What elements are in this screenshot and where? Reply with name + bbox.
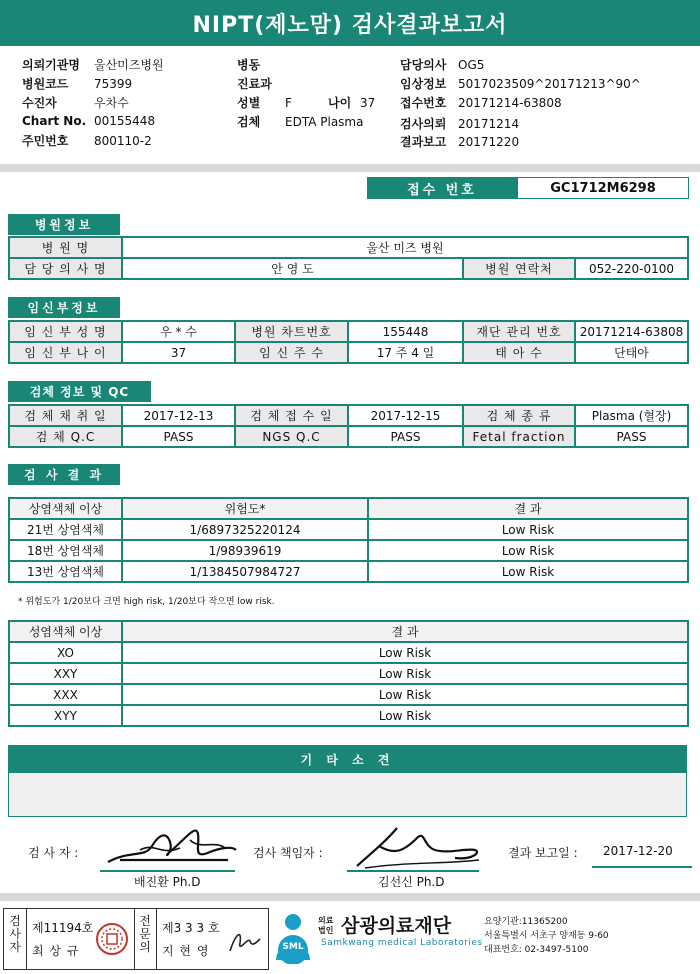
chief-signature	[345, 820, 485, 872]
chrom-name: 13번 상염색체	[9, 561, 122, 582]
specimen-qc-value: PASS	[122, 426, 235, 447]
sex-chrom-header: 성염색체 이상	[9, 621, 122, 642]
tester-underline	[100, 870, 235, 872]
org-code: 요양기관:11365200	[484, 917, 568, 927]
specimen-type-label: 검 체 종 류	[463, 405, 575, 426]
header-dept: 진료과	[237, 77, 272, 91]
autosome-table	[8, 497, 689, 583]
collect-date-label: 검 체 채 취 일	[9, 405, 122, 426]
sml-logo-icon	[272, 910, 314, 964]
logo-text: SML	[282, 942, 304, 952]
pregnant-age-value: 37	[122, 342, 235, 363]
org-english-name: Samkwang medical Laboratories	[321, 938, 483, 948]
tester-license-name: 최 상 규	[32, 944, 80, 958]
divider	[26, 909, 27, 969]
gestation-value: 17 주 4 일	[348, 342, 463, 363]
hospital-name-value: 울산 미즈 병원	[122, 237, 688, 258]
hospital-table	[8, 236, 689, 280]
gestation-label: 임 신 주 수	[235, 342, 348, 363]
chrom-name: XYY	[9, 705, 122, 726]
receipt-number: GC1712M6298	[517, 177, 689, 199]
chart-no-value: 155448	[348, 321, 463, 342]
section-specimen-qc: 검체 정보 및 QC	[8, 381, 151, 402]
sex-result-header: 결 과	[122, 621, 688, 642]
tester-name: 배진환 Ph.D	[134, 875, 201, 889]
header-accession: 접수번호 20171214-63808	[400, 96, 562, 110]
specialist-vertical-label: 전문의	[139, 914, 151, 954]
doctor-value: 안 영 도	[122, 258, 463, 279]
result-value: Low Risk	[368, 519, 688, 540]
divider	[134, 909, 135, 969]
result-value: Low Risk	[122, 705, 688, 726]
receive-date-value: 2017-12-15	[348, 405, 463, 426]
table-header-row	[9, 621, 688, 642]
chrom-name: 21번 상염색체	[9, 519, 122, 540]
specialist-license-no: 제3 3 3 호	[162, 921, 220, 935]
report-title: NIPT(제노맘) 검사결과보고서	[0, 0, 700, 46]
receive-date-label: 검 체 접 수 일	[235, 405, 348, 426]
hospital-name-label: 병 원 명	[9, 237, 122, 258]
result-value: Low Risk	[122, 663, 688, 684]
specimen-qc-label: 검 체 Q.C	[9, 426, 122, 447]
receipt-label: 접수 번호	[367, 177, 517, 199]
table-row	[9, 642, 688, 663]
org-address: 서울특별시 서초구 양재동 9-60	[484, 931, 609, 941]
divider	[156, 909, 157, 969]
org-phone: 대표번호: 02-3497-5100	[484, 945, 589, 955]
risk-value: 1/6897325220124	[122, 519, 368, 540]
specialist-license-name: 지 현 영	[162, 944, 210, 958]
header-doctor: 담당의사 OG5	[400, 58, 485, 72]
result-value: Low Risk	[368, 540, 688, 561]
result-value: Low Risk	[368, 561, 688, 582]
header-sex: 성별 F	[237, 96, 292, 110]
specimen-table	[8, 404, 689, 448]
section-results: 검 사 결 과	[8, 464, 120, 485]
chrom-name: XXY	[9, 663, 122, 684]
chrom-name: 18번 상염색체	[9, 540, 122, 561]
report-date-value: 2017-12-20	[603, 844, 673, 858]
pregnant-table	[8, 320, 689, 364]
result-header: 결 과	[368, 498, 688, 519]
divider	[0, 893, 700, 901]
contact-label: 병원 연락처	[463, 258, 575, 279]
fetal-fraction-label: Fetal fraction	[463, 426, 575, 447]
header-patient: 수진자 우차수	[22, 96, 129, 110]
remarks-box	[8, 773, 687, 817]
table-row	[9, 321, 688, 342]
header-info	[0, 46, 700, 164]
ngs-qc-value: PASS	[348, 426, 463, 447]
header-specimen: 검체 EDTA Plasma	[237, 115, 364, 129]
header-age: 나이 37	[328, 96, 376, 110]
risk-value: 1/98939619	[122, 540, 368, 561]
pregnant-name-label: 임 신 부 성 명	[9, 321, 122, 342]
table-row	[9, 519, 688, 540]
table-row	[9, 342, 688, 363]
seal-icon	[94, 921, 130, 957]
sex-chrom-table	[8, 620, 689, 727]
table-row	[9, 540, 688, 561]
autosome-header: 상염색체 이상	[9, 498, 122, 519]
risk-value: 1/1384507984727	[122, 561, 368, 582]
org-prefix: 의료법인	[318, 916, 334, 935]
section-hospital-info: 병원정보	[8, 214, 120, 235]
header-resident-no: 주민번호 800110-2	[22, 134, 152, 148]
fetus-count-value: 단태아	[575, 342, 688, 363]
header-request-date: 검사의뢰 20171214	[400, 117, 520, 131]
header-org: 의뢰기관명 울산미즈병원	[22, 58, 164, 72]
specialist-signature	[226, 923, 262, 957]
chief-name: 김선신 Ph.D	[378, 875, 445, 889]
table-header-row	[9, 498, 688, 519]
table-row	[9, 684, 688, 705]
table-row	[9, 705, 688, 726]
fetus-count-label: 태 아 수	[463, 342, 575, 363]
remarks-title: 기 타 소 견	[8, 745, 687, 773]
header-clinical-info: 임상정보 5017023509^20171213^90^	[400, 77, 641, 91]
ngs-qc-label: NGS Q.C	[235, 426, 348, 447]
fetal-fraction-value: PASS	[575, 426, 688, 447]
table-row	[9, 561, 688, 582]
table-row	[9, 405, 688, 426]
header-report-date: 결과보고 20171220	[400, 135, 520, 149]
risk-footnote: * 위험도가 1/20보다 크면 high risk, 1/20보다 작으면 low risk.	[18, 597, 275, 607]
org-name: 삼광의료재단	[341, 915, 452, 937]
specimen-type-value: Plasma (혈장)	[575, 405, 688, 426]
header-chart-no: Chart No. 00155448	[22, 114, 156, 128]
chart-no-label: 병원 차트번호	[235, 321, 348, 342]
table-row	[9, 237, 688, 258]
result-value: Low Risk	[122, 684, 688, 705]
divider	[0, 164, 700, 172]
table-row	[9, 663, 688, 684]
tester-signature	[100, 820, 240, 870]
collect-date-value: 2017-12-13	[122, 405, 235, 426]
mgmt-no-label: 재단 관리 번호	[463, 321, 575, 342]
report-date-underline	[592, 866, 692, 868]
chief-label: 검사 책임자 :	[253, 846, 323, 860]
mgmt-no-value: 20171214-63808	[575, 321, 688, 342]
risk-header: 위험도*	[122, 498, 368, 519]
header-ward: 병동	[237, 58, 261, 72]
table-row	[9, 258, 688, 279]
tester-license-no: 제11194호	[32, 921, 94, 935]
tester-vertical-label: 검사자	[9, 914, 21, 954]
header-hospital-code: 병원코드 75399	[22, 77, 133, 91]
contact-value: 052-220-0100	[575, 258, 688, 279]
tester-label: 검 사 자 :	[28, 846, 79, 860]
result-value: Low Risk	[122, 642, 688, 663]
report-date-label: 결과 보고일 :	[508, 846, 578, 860]
pregnant-name-value: 우 * 수	[122, 321, 235, 342]
chief-underline	[347, 870, 479, 872]
doctor-label: 담 당 의 사 명	[9, 258, 122, 279]
license-box	[3, 908, 269, 970]
section-pregnant-info: 임신부정보	[8, 297, 120, 318]
pregnant-age-label: 임 신 부 나 이	[9, 342, 122, 363]
chrom-name: XO	[9, 642, 122, 663]
table-row	[9, 426, 688, 447]
chrom-name: XXX	[9, 684, 122, 705]
